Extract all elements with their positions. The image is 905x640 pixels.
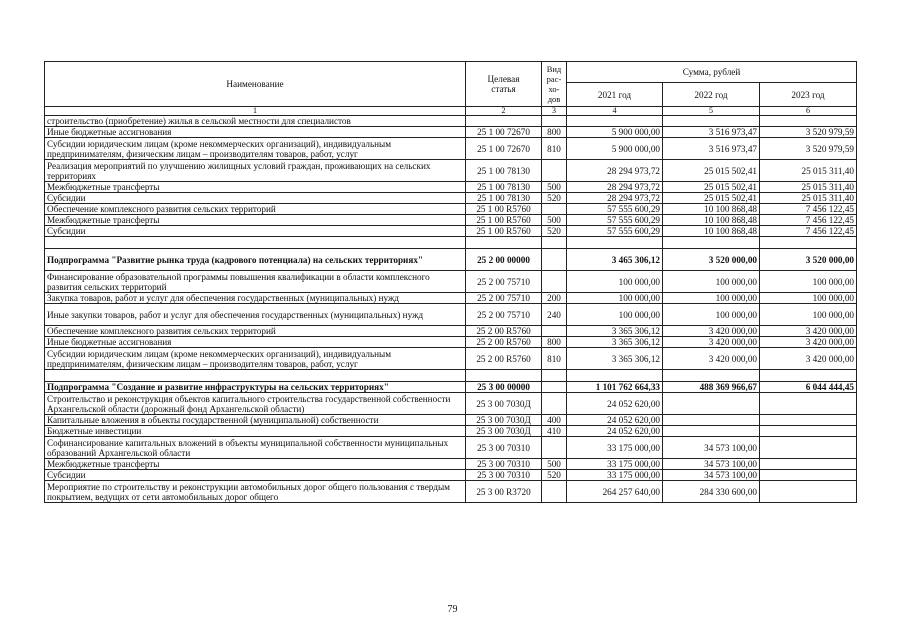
cell-v2023 [760,481,857,503]
header-target: Целевая статья [466,62,542,107]
cell-name: Закупка товаров, работ и услуг для обеспечения государственных (муниципальных) нужд [45,293,466,304]
cell-v2023: 25 015 311,40 [760,160,857,182]
table-row [45,293,857,304]
cell-v2022: 10 100 868,48 [663,226,760,237]
cell-target: 25 1 00 R5760 [466,204,542,215]
cell-v2023: 100 000,00 [760,271,857,293]
cell-v2022: 100 000,00 [663,293,760,304]
spacer-row [45,370,857,382]
cell-v2022: 34 573 100,00 [663,470,760,481]
colnum-2: 2 [466,107,542,116]
cell-kind: 810 [542,138,567,160]
cell-v2023 [760,370,857,382]
colnum-3: 3 [542,107,567,116]
cell-kind: 520 [542,470,567,481]
cell-target [466,370,542,382]
cell-target: 25 1 00 R5760 [466,215,542,226]
cell-kind [542,393,567,415]
cell-name: Софинансирование капитальных вложений в объекты муниципальной собственности муниципальных образований Архангельской области [45,437,466,459]
cell-v2023 [760,415,857,426]
cell-v2021: 100 000,00 [567,304,663,326]
header-kind: Вид рас- хо- дов [542,62,567,107]
cell-name: строительство (приобретение) жилья в сельской местности для специалистов [45,116,466,127]
cell-name: Подпрограмма "Развитие рынка труда (кадрового потенциала) на сельских территориях" [45,249,466,271]
spacer-row [45,237,857,249]
table-row [45,193,857,204]
cell-v2022: 100 000,00 [663,271,760,293]
cell-v2021: 24 052 620,00 [567,415,663,426]
cell-target: 25 2 00 75710 [466,293,542,304]
cell-v2023: 3 420 000,00 [760,337,857,348]
cell-v2022: 3 420 000,00 [663,348,760,370]
cell-target [466,116,542,127]
cell-name: Бюджетные инвестиции [45,426,466,437]
cell-kind: 810 [542,348,567,370]
table-row [45,226,857,237]
table-row [45,215,857,226]
cell-kind [542,237,567,249]
table-row [45,437,857,459]
cell-name: Субсидии [45,226,466,237]
cell-v2022: 25 015 502,41 [663,182,760,193]
table-row [45,304,857,326]
cell-v2022: 34 573 100,00 [663,459,760,470]
cell-target: 25 2 00 R5760 [466,326,542,337]
table-row [45,348,857,370]
cell-kind: 520 [542,193,567,204]
header-2023: 2023 год [760,83,857,107]
cell-v2023 [760,459,857,470]
cell-v2022: 10 100 868,48 [663,204,760,215]
cell-kind [542,437,567,459]
cell-v2023: 3 420 000,00 [760,348,857,370]
header-name: Наименование [45,62,466,107]
cell-v2022 [663,116,760,127]
cell-name: Капитальные вложения в объекты государственной (муниципальной) собственности [45,415,466,426]
cell-v2021: 57 555 600,29 [567,215,663,226]
cell-v2021: 1 101 762 664,33 [567,382,663,393]
cell-target: 25 2 00 75710 [466,271,542,293]
cell-kind [542,481,567,503]
cell-v2022: 3 516 973,47 [663,127,760,138]
cell-name: Реализация мероприятий по улучшению жилищных условий граждан, проживающих на сельских территориях [45,160,466,182]
cell-kind [542,204,567,215]
cell-target: 25 3 00 70310 [466,470,542,481]
cell-name: Субсидии юридическим лицам (кроме некоммерческих организаций), индивидуальным предпринимателям, физическим лицам – производителям товаров, работ, услуг [45,348,466,370]
cell-v2022: 25 015 502,41 [663,193,760,204]
cell-v2023: 100 000,00 [760,293,857,304]
cell-name: Субсидии [45,193,466,204]
cell-v2021: 24 052 620,00 [567,426,663,437]
budget-table [44,61,857,503]
cell-target: 25 1 00 R5760 [466,226,542,237]
cell-v2021 [567,116,663,127]
cell-target: 25 3 00 R3720 [466,481,542,503]
cell-target: 25 3 00 00000 [466,382,542,393]
cell-v2022: 3 420 000,00 [663,326,760,337]
cell-v2023: 3 420 000,00 [760,326,857,337]
cell-kind: 500 [542,215,567,226]
table-row [45,271,857,293]
cell-v2022: 3 520 000,00 [663,249,760,271]
cell-v2023 [760,437,857,459]
cell-name: Иные бюджетные ассигнования [45,127,466,138]
cell-name: Субсидии юридическим лицам (кроме некоммерческих организаций), индивидуальным предпринимателям, физическим лицам – производителям товаров, работ, услуг [45,138,466,160]
table-row [45,470,857,481]
colnum-1: 1 [45,107,466,116]
cell-name: Иные бюджетные ассигнования [45,337,466,348]
cell-v2022: 3 516 973,47 [663,138,760,160]
cell-v2021 [567,237,663,249]
cell-target: 25 1 00 78130 [466,193,542,204]
cell-v2023: 3 520 979,59 [760,127,857,138]
cell-v2021: 24 052 620,00 [567,393,663,415]
cell-name: Обеспечение комплексного развития сельских территорий [45,204,466,215]
cell-target: 25 1 00 72670 [466,127,542,138]
cell-target: 25 3 00 7030Д [466,393,542,415]
cell-v2022: 10 100 868,48 [663,215,760,226]
cell-target: 25 3 00 7030Д [466,415,542,426]
cell-target: 25 2 00 75710 [466,304,542,326]
cell-name [45,237,466,249]
table-row [45,204,857,215]
table-row [45,415,857,426]
colnum-4: 4 [567,107,663,116]
cell-kind: 240 [542,304,567,326]
colnum-6: 6 [760,107,857,116]
cell-v2022 [663,426,760,437]
cell-name: Подпрограмма "Создание и развитие инфраструктуры на сельских территориях" [45,382,466,393]
table-row [45,337,857,348]
cell-v2022 [663,393,760,415]
cell-v2023 [760,470,857,481]
cell-v2023: 7 456 122,45 [760,204,857,215]
cell-name: Межбюджетные трансферты [45,215,466,226]
cell-v2021: 28 294 973,72 [567,160,663,182]
cell-v2023: 6 044 444,45 [760,382,857,393]
cell-v2021: 3 365 306,12 [567,348,663,370]
cell-v2022: 34 573 100,00 [663,437,760,459]
cell-v2021: 3 365 306,12 [567,326,663,337]
header-2022: 2022 год [663,83,760,107]
table-row [45,481,857,503]
cell-v2023: 3 520 979,59 [760,138,857,160]
cell-v2021: 33 175 000,00 [567,470,663,481]
table-row [45,127,857,138]
cell-kind [542,370,567,382]
colnum-5: 5 [663,107,760,116]
cell-kind: 800 [542,127,567,138]
cell-name: Финансирование образовательной программы повышения квалификации в области комплексного развития сельских территорий [45,271,466,293]
cell-v2021: 57 555 600,29 [567,226,663,237]
cell-target: 25 1 00 78130 [466,182,542,193]
cell-v2021: 33 175 000,00 [567,437,663,459]
cell-name: Субсидии [45,470,466,481]
cell-kind: 500 [542,182,567,193]
cell-v2022: 488 369 966,67 [663,382,760,393]
table-row [45,326,857,337]
cell-target [466,237,542,249]
cell-v2021: 3 465 306,12 [567,249,663,271]
page-number: 79 [447,604,458,615]
cell-target: 25 3 00 7030Д [466,426,542,437]
cell-v2022 [663,415,760,426]
cell-v2022 [663,237,760,249]
cell-name: Обеспечение комплексного развития сельских территорий [45,326,466,337]
table-row [45,426,857,437]
cell-v2021: 28 294 973,72 [567,182,663,193]
cell-name: Мероприятие по строительству и реконструкции автомобильных дорог общего пользования с твердым покрытием, ведущих от сети автомобильных дорог общего [45,481,466,503]
cell-v2023: 25 015 311,40 [760,193,857,204]
cell-v2022: 100 000,00 [663,304,760,326]
table-row [45,249,857,271]
table-row [45,393,857,415]
cell-name [45,370,466,382]
cell-v2023 [760,426,857,437]
cell-kind: 410 [542,426,567,437]
table-row [45,138,857,160]
cell-v2021: 100 000,00 [567,293,663,304]
cell-v2023: 7 456 122,45 [760,215,857,226]
cell-name: Межбюджетные трансферты [45,182,466,193]
cell-kind: 500 [542,459,567,470]
cell-v2023: 3 520 000,00 [760,249,857,271]
cell-v2023 [760,237,857,249]
cell-kind: 800 [542,337,567,348]
header-sum: Сумма, рублей [567,62,857,83]
table-row [45,382,857,393]
table-row [45,182,857,193]
table-row [45,160,857,182]
cell-name: Межбюджетные трансферты [45,459,466,470]
cell-v2022: 3 420 000,00 [663,337,760,348]
cell-v2022: 284 330 600,00 [663,481,760,503]
cell-v2023 [760,393,857,415]
cell-target: 25 3 00 70310 [466,459,542,470]
cell-v2021: 33 175 000,00 [567,459,663,470]
cell-kind [542,326,567,337]
cell-v2022: 25 015 502,41 [663,160,760,182]
header-2021: 2021 год [567,83,663,107]
cell-kind: 400 [542,415,567,426]
cell-v2023: 25 015 311,40 [760,182,857,193]
cell-v2023: 7 456 122,45 [760,226,857,237]
cell-kind: 200 [542,293,567,304]
cell-target: 25 3 00 70310 [466,437,542,459]
cell-target: 25 2 00 00000 [466,249,542,271]
cell-v2021 [567,370,663,382]
cell-v2021: 57 555 600,29 [567,204,663,215]
cell-v2023 [760,116,857,127]
cell-v2021: 5 900 000,00 [567,127,663,138]
cell-kind [542,160,567,182]
table-row [45,459,857,470]
cell-kind [542,271,567,293]
cell-kind [542,116,567,127]
cell-kind: 520 [542,226,567,237]
cell-v2023: 100 000,00 [760,304,857,326]
cell-target: 25 2 00 R5760 [466,348,542,370]
cell-v2021: 264 257 640,00 [567,481,663,503]
cell-v2021: 100 000,00 [567,271,663,293]
cell-v2022 [663,370,760,382]
cell-target: 25 1 00 72670 [466,138,542,160]
cell-name: Иные закупки товаров, работ и услуг для обеспечения государственных (муниципальных) нужд [45,304,466,326]
cell-kind [542,382,567,393]
cell-v2021: 5 900 000,00 [567,138,663,160]
cell-kind [542,249,567,271]
table-row [45,116,857,127]
cell-target: 25 2 00 R5760 [466,337,542,348]
cell-target: 25 1 00 78130 [466,160,542,182]
cell-v2021: 28 294 973,72 [567,193,663,204]
cell-name: Строительство и реконструкция объектов капитального строительства государственной собственности Архангельской области (дорожный фонд Архангельской области) [45,393,466,415]
cell-v2021: 3 365 306,12 [567,337,663,348]
